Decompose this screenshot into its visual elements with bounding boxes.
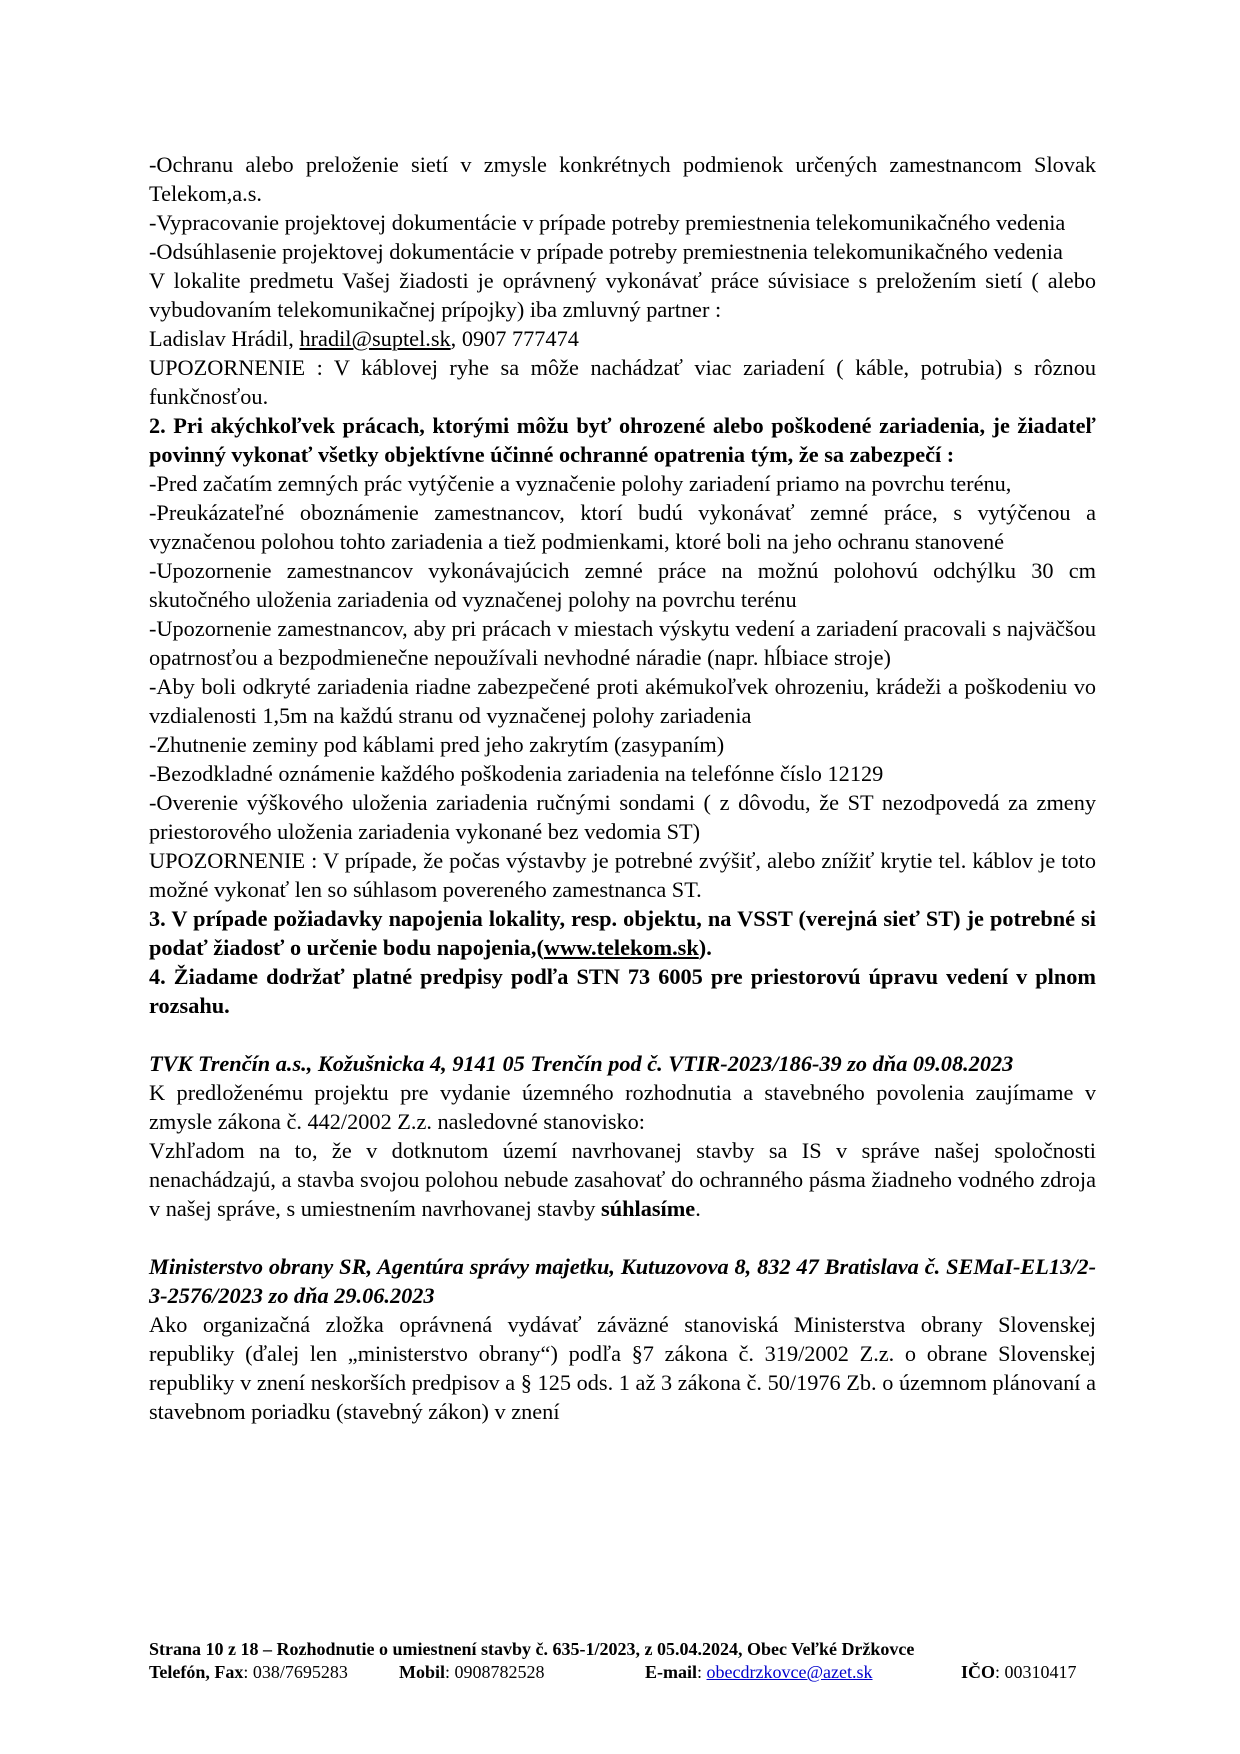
tvk-statement-end: .	[695, 1196, 701, 1221]
footer-email	[645, 1661, 873, 1684]
paragraph-warning-cover: UPOZORNENIE : V prípade, že počas výstavby je potrebné zvýšiť, alebo znížiť krytie tel. káblov je toto možné vykonať len so súhlasom povereného zamestnanca ST.	[149, 848, 1096, 902]
contact-phone: , 0907 777474	[450, 326, 579, 351]
list-item: -Upozornenie zamestnancov, aby pri prácach v miestach výskytu vedení a zariadení pracovali s najväčšou opatrnosťou a bezpodmienečne nepoužívali nevhodné náradie (napr. hĺbiace stroje)	[149, 616, 1096, 670]
footer-phone-label: Telefón, Fax	[149, 1662, 244, 1682]
contact-name: Ladislav Hrádil,	[149, 326, 300, 351]
footer-ico-label: IČO	[961, 1662, 996, 1682]
footer-mobile-value: : 0908782528	[445, 1662, 545, 1682]
list-item: -Overenie výškového uloženia zariadenia ručnými sondami ( z dôvodu, že ST nezodpovedá za zmeny priestorového uloženia zariadenia vykonané bez vedomia ST)	[149, 790, 1096, 844]
list-item: -Zhutnenie zeminy pod káblami pred jeho zakrytím (zasypaním)	[149, 732, 725, 757]
list-item: -Upozornenie zamestnancov vykonávajúcich zemné práce na možnú polohovú odchýlku 30 cm skutočného uloženia zariadenia od vyznačenej polohy na povrchu terénu	[149, 558, 1096, 612]
paragraph-tvk-intro: K predloženému projektu pre vydanie územného rozhodnutia a stavebného povolenia zaujímame v zmysle zákona č. 442/2002 Z.z. nasledovné stanovisko:	[149, 1080, 1096, 1134]
paragraph-contact	[149, 324, 1096, 353]
contact-email-link[interactable]: hradil@suptel.sk	[299, 326, 451, 351]
list-item: -Preukázateľné oboznámenie zamestnancov, ktorí budú vykonávať zemné práce, s vytýčenou a vyznačenou polohou tohto zariadenia a tiež podmienkami, ktoré boli na jeho ochranu stanovené	[149, 500, 1096, 554]
heading-section-2: 2. Pri akýchkoľvek prácach, ktorými môžu byť ohrozené alebo poškodené zariadenia, je žiadateľ povinný vykonať všetky objektívne účinné ochranné opatrenia tým, že sa zabezpečí :	[149, 413, 1096, 467]
heading-ministry: Ministerstvo obrany SR, Agentúra správy majetku, Kutuzovova 8, 832 47 Bratislava č. SEMaI-EL13/2-3-2576/2023 zo dňa 29.06.2023	[149, 1254, 1096, 1308]
footer-email-label: E-mail	[645, 1662, 697, 1682]
page-footer	[149, 1638, 1096, 1684]
paragraph-approval: -Odsúhlasenie projektovej dokumentácie v prípade potreby premiestnenia telekomunikačného vedenia	[149, 239, 1063, 264]
footer-ico	[961, 1661, 1077, 1684]
section-3-end: ).	[698, 935, 712, 960]
footer-phone-value: : 038/7695283	[243, 1662, 348, 1682]
spacer	[149, 1020, 1096, 1049]
section-3-text: 3. V prípade požiadavky napojenia lokality, resp. objektu, na VSST (verejná sieť ST) je potrebné si podať žiadosť o určenie bodu napojenia,(	[149, 906, 1096, 960]
heading-tvk: TVK Trenčín a.s., Kožušnicka 4, 9141 05 Trenčín pod č. VTIR-2023/186-39 zo dňa 09.08.2023	[149, 1051, 1014, 1076]
list-item: -Pred začatím zemných prác vytýčenie a vyznačenie polohy zariadení priamo na povrchu terénu,	[149, 471, 1012, 496]
paragraph-ministry: Ako organizačná zložka oprávnená vydávať záväzné stanoviská Ministerstva obrany Slovenskej republiky (ďalej len „ministerstvo obrany“) podľa §7 zákona č. 319/2002 Z.z. o obrane Slovenskej republiky v znení neskorších predpisov a § 125 ods. 1 až 3 zákona č. 50/1976 Zb. o územnom plánovaní a stavebnom poriadku (stavebný zákon) v znení	[149, 1312, 1096, 1424]
footer-mobile-label: Mobil	[399, 1662, 446, 1682]
footer-email-sep: :	[697, 1662, 707, 1682]
tvk-agreement: súhlasíme	[601, 1196, 696, 1221]
heading-section-3	[149, 904, 1096, 962]
paragraph-partner: V lokalite predmetu Vašej žiadosti je oprávnený vykonávať práce súvisiace s preložením sietí ( alebo vybudovaním telekomunikačnej prípojky) iba zmluvný partner :	[149, 268, 1096, 322]
footer-phone	[149, 1661, 348, 1684]
document-body	[149, 150, 1096, 1426]
footer-email-link[interactable]: obecdrzkovce@azet.sk	[706, 1662, 873, 1682]
paragraph-warning-cable: UPOZORNENIE : V káblovej ryhe sa môže nachádzať viac zariadení ( káble, potrubia) s rôznou funkčnosťou.	[149, 355, 1096, 409]
footer-contacts	[149, 1661, 1096, 1684]
list-item: -Bezodkladné oznámenie každého poškodenia zariadenia na telefónne číslo 12129	[149, 761, 884, 786]
footer-ico-value: : 00310417	[995, 1662, 1077, 1682]
paragraph-project-docs: -Vypracovanie projektovej dokumentácie v prípade potreby premiestnenia telekomunikačného vedenia	[149, 210, 1066, 235]
footer-page-info: Strana 10 z 18 – Rozhodnutie o umiestnení stavby č. 635-1/2023, z 05.04.2024, Obec Veľké Držkovce	[149, 1639, 915, 1659]
tvk-statement-text: Vzhľadom na to, že v dotknutom území navrhovanej stavby sa IS v správe našej spoločnosti nenachádzajú, a stavba svojou polohou nebude zasahovať do ochranného pásma žiadneho vodného zdroja v našej správe, s umiestnením navrhovanej stavby	[149, 1138, 1096, 1221]
spacer	[149, 1223, 1096, 1252]
paragraph-protection: -Ochranu alebo preloženie sietí v zmysle konkrétnych podmienok určených zamestnancom Slovak Telekom,a.s.	[149, 152, 1096, 206]
paragraph-tvk-statement	[149, 1136, 1096, 1223]
telekom-link[interactable]: www.telekom.sk	[543, 935, 699, 960]
list-item: -Aby boli odkryté zariadenia riadne zabezpečené proti akémukoľvek ohrozeniu, krádeži a poškodeniu vo vzdialenosti 1,5m na každú stranu od vyznačenej polohy zariadenia	[149, 674, 1096, 728]
heading-section-4: 4. Žiadame dodržať platné predpisy podľa STN 73 6005 pre priestorovú úpravu vedení v plnom rozsahu.	[149, 964, 1096, 1018]
footer-mobile	[399, 1661, 545, 1684]
